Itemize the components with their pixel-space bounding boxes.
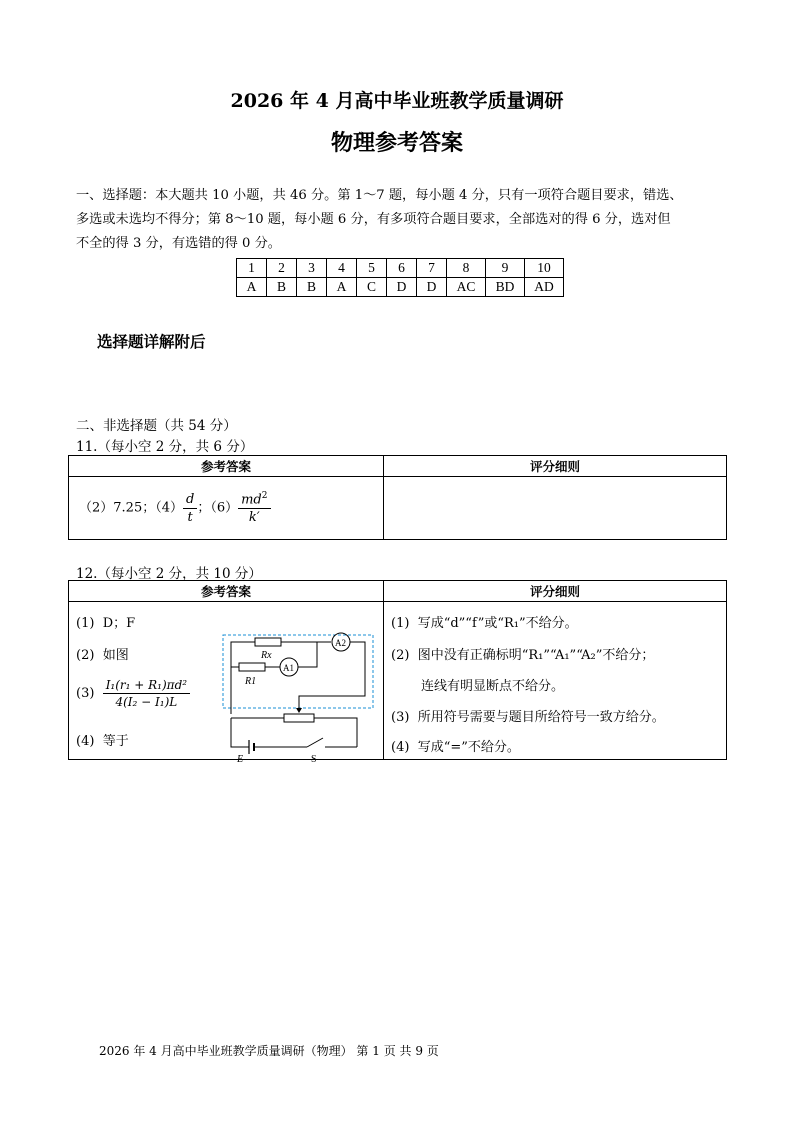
question-number: 6	[387, 259, 417, 278]
q12-rule-3	[391, 706, 665, 725]
section1-intro-line1: 一、选择题：本大题共 10 小题，共 46 分。第 1～7 题，每小题 4 分，只有一项符合题目要求，错选、	[76, 188, 683, 203]
q12-table	[68, 580, 727, 764]
q11-rules-column-header: 评分细则	[384, 456, 727, 477]
item-text: 图中没有正确标明“R₁”“A₁”“A₂”不给分；	[417, 648, 655, 663]
answer-cell: B	[297, 278, 327, 297]
item-label: (4)	[391, 740, 410, 755]
answer-cell: B	[267, 278, 297, 297]
fraction-denominator: k′	[248, 510, 260, 526]
item-label: (4)	[76, 734, 95, 749]
item-text: 如图	[102, 648, 129, 663]
q12-rule-4	[391, 736, 520, 755]
fraction-numerator	[238, 491, 270, 509]
circuit-diagram	[219, 614, 381, 764]
question-number: 2	[267, 259, 297, 278]
question-number-row	[237, 259, 564, 278]
answer-cell: BD	[486, 278, 525, 297]
wire-rheostat-right	[314, 718, 357, 747]
resistor-rx	[255, 638, 281, 646]
q11-header: 11.（每小空 2 分，共 6 分）	[76, 439, 254, 455]
answer-cell: D	[387, 278, 417, 297]
slider-arrow	[296, 708, 302, 713]
section1-intro	[76, 184, 726, 256]
item-label: (3)	[76, 686, 95, 701]
section1-intro-line3: 不全的得 3 分，有选错的得 0 分。	[76, 236, 281, 251]
choice-answer-table	[236, 258, 564, 297]
q11-fraction-md2-over-k	[238, 491, 270, 525]
fraction-numerator-exponent: 2	[261, 491, 268, 501]
item-label: (1)	[76, 616, 95, 631]
q12-rules-column-header: 评分细则	[384, 581, 727, 602]
answer-cell: A	[327, 278, 357, 297]
q11-answer-column-header: 参考答案	[69, 456, 384, 477]
answer-cell: D	[417, 278, 447, 297]
wire-bottom-left	[231, 718, 249, 747]
q12-rules-cell	[384, 602, 727, 760]
page-footer: 2026 年 4 月高中毕业班教学质量调研（物理） 第 1 页 共 9 页	[99, 1044, 439, 1058]
rx-label: Rx	[261, 650, 272, 661]
item-text: D；F	[102, 616, 136, 631]
q11-table	[68, 455, 727, 540]
answer-cell: AC	[447, 278, 486, 297]
item-label: (2)	[76, 648, 95, 663]
section1-intro-line2: 多选或未选均不得分；第 8～10 题，每小题 6 分，有多项符合题目要求，全部选对的得 6 分，选对但	[76, 212, 671, 227]
q12-answer-4	[76, 730, 129, 749]
item-text: 所用符号需要与题目所给符号一致方给分。	[417, 710, 665, 725]
q11-answer-separator: ；（6）	[197, 500, 239, 516]
q11-answer-part2: （2）7.25；（4）	[79, 500, 183, 516]
q12-rule-1	[391, 612, 578, 631]
a2-label: A2	[335, 638, 346, 648]
question-number: 7	[417, 259, 447, 278]
fraction-denominator: 4(I₂ − I₁)L	[115, 695, 178, 709]
fraction-numerator: d	[183, 492, 197, 509]
fraction-denominator: t	[187, 509, 193, 525]
question-number: 8	[447, 259, 486, 278]
item-text: 写成“d”“f”或“R₁”不给分。	[417, 616, 578, 631]
q12-answer-2	[76, 644, 129, 663]
e-label: E	[237, 754, 244, 764]
q12-resistivity-formula	[103, 678, 190, 709]
section2-title: 二、非选择题（共 54 分）	[76, 418, 237, 434]
q11-answer	[79, 491, 271, 525]
item-label: (3)	[391, 710, 410, 725]
document-subtitle: 物理参考答案	[330, 130, 463, 156]
q11-answer-cell	[69, 477, 384, 540]
answer-row	[237, 278, 564, 297]
a1-label: A1	[283, 663, 294, 673]
answer-cell: C	[357, 278, 387, 297]
question-number: 9	[486, 259, 525, 278]
q12-rule-2-continued: 连线有明显断点不给分。	[421, 679, 565, 694]
q12-header: 12.（每小空 2 分，共 10 分）	[76, 566, 262, 582]
switch-blade	[307, 738, 323, 747]
rheostat	[284, 714, 314, 722]
r1-label: R1	[245, 676, 257, 687]
answer-cell: A	[237, 278, 267, 297]
choice-explanation-note: 选择题详解附后	[97, 333, 206, 351]
fraction-numerator: I₁(r₁ + R₁)πd²	[103, 678, 190, 694]
item-text: 写成“=”不给分。	[417, 740, 520, 755]
resistor-r1	[239, 663, 265, 671]
wire-to-slider	[299, 696, 325, 709]
q12-answer-1	[76, 612, 135, 631]
item-text: 等于	[102, 734, 129, 749]
document-title: 2026 年 4 月高中毕业班教学质量调研	[230, 90, 564, 112]
q12-answer-column-header: 参考答案	[69, 581, 384, 602]
item-label: (1)	[391, 616, 410, 631]
answer-cell: AD	[525, 278, 564, 297]
wire-mid-right	[298, 642, 317, 667]
q11-rules-cell	[384, 477, 727, 540]
q12-answer-3	[76, 678, 190, 709]
s-label: S	[311, 754, 317, 764]
question-number: 10	[525, 259, 564, 278]
question-number: 4	[327, 259, 357, 278]
fraction-numerator-base: md	[241, 492, 262, 508]
item-label: (2)	[391, 648, 410, 663]
q12-rule-2	[391, 644, 654, 663]
question-number: 1	[237, 259, 267, 278]
question-number: 3	[297, 259, 327, 278]
q12-answer-cell	[69, 602, 384, 764]
question-number: 5	[357, 259, 387, 278]
q11-fraction-d-over-t	[183, 492, 197, 525]
